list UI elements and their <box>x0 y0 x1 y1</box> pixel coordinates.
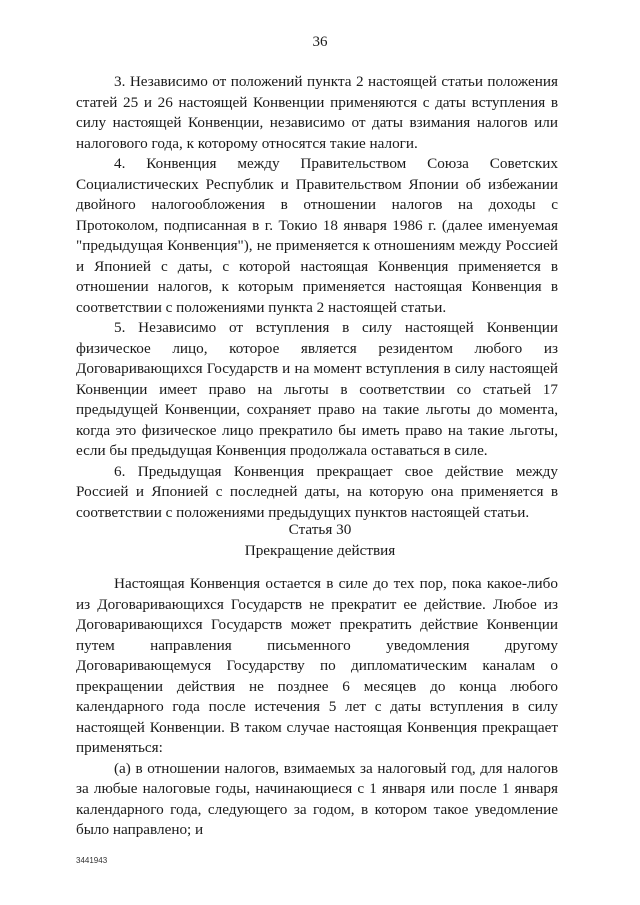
article-heading <box>0 519 640 561</box>
paragraph-3: 3. Независимо от положений пункта 2 настоящей статьи положения статей 25 и 26 настоящей Конвенции применяются с даты вступления в силу настоящей Конвенции, независимо от даты взимания налогов или налогового года, к которому относятся такие налоги. <box>76 73 558 152</box>
paragraph-6: 6. Предыдущая Конвенция прекращает свое действие между Россией и Японией с последней даты, на которую она применяется в соответствии с положениями предыдущих пунктов настоящей статьи. <box>76 462 558 521</box>
paragraph-5: 5. Независимо от вступления в силу настоящей Конвенции физическое лицо, которое является резидентом любого из Договаривающихся Государств и на момент вступления в силу настоящей Конвенции имеет право на льготы в соответствии со статьей 17 предыдущей Конвенции, сохраняет право на такие льготы до момента, когда это физическое лицо прекратило бы иметь право на такие льготы, если бы предыдущая Конвенция продолжала оставаться в силе. <box>76 319 558 459</box>
article-title: Прекращение действия <box>244 542 396 559</box>
article-30-body <box>76 574 558 841</box>
page-number: 36 <box>312 34 328 50</box>
subparagraph-a: (a) в отношении налогов, взимаемых за налоговый год, для налогов за любые налоговые годы, начинающиеся с 1 января или после 1 января календарного года, следующего за годом, в котором такое уведомление было направлено; и <box>76 759 558 838</box>
article-number: Статья 30 <box>288 521 352 538</box>
article-29-continuation <box>76 72 558 523</box>
termination-paragraph: Настоящая Конвенция остается в силе до тех пор, пока какое-либо из Договаривающихся Государств не прекратит ее действие. Любое из Договаривающихся Государств может прекратить действие Конвенции путем направления письменного уведомления другому Договаривающемуся Государству по дипломатическим каналам о прекращении действия не позднее 6 месяцев до конца любого календарного года после истечения 5 лет с даты вступления в силу настоящей Конвенции. В таком случае настоящая Конвенция прекращает применяться: <box>76 575 558 756</box>
paragraph-4: 4. Конвенция между Правительством Союза Советских Социалистических Республик и Правительством Японии об избежании двойного налогообложения в отношении налогов на доходы с Протоколом, подписанная в г. Токио 18 января 1986 г. (далее именуемая "предыдущая Конвенция"), не применяется к отношениям между Россией и Японией с даты, с которой настоящая Конвенция применяется в отношении налогов, к которым применяется настоящая Конвенция в соответствии с положениями пункта 2 настоящей статьи. <box>76 155 558 316</box>
document-code: 3441943 <box>76 856 108 865</box>
